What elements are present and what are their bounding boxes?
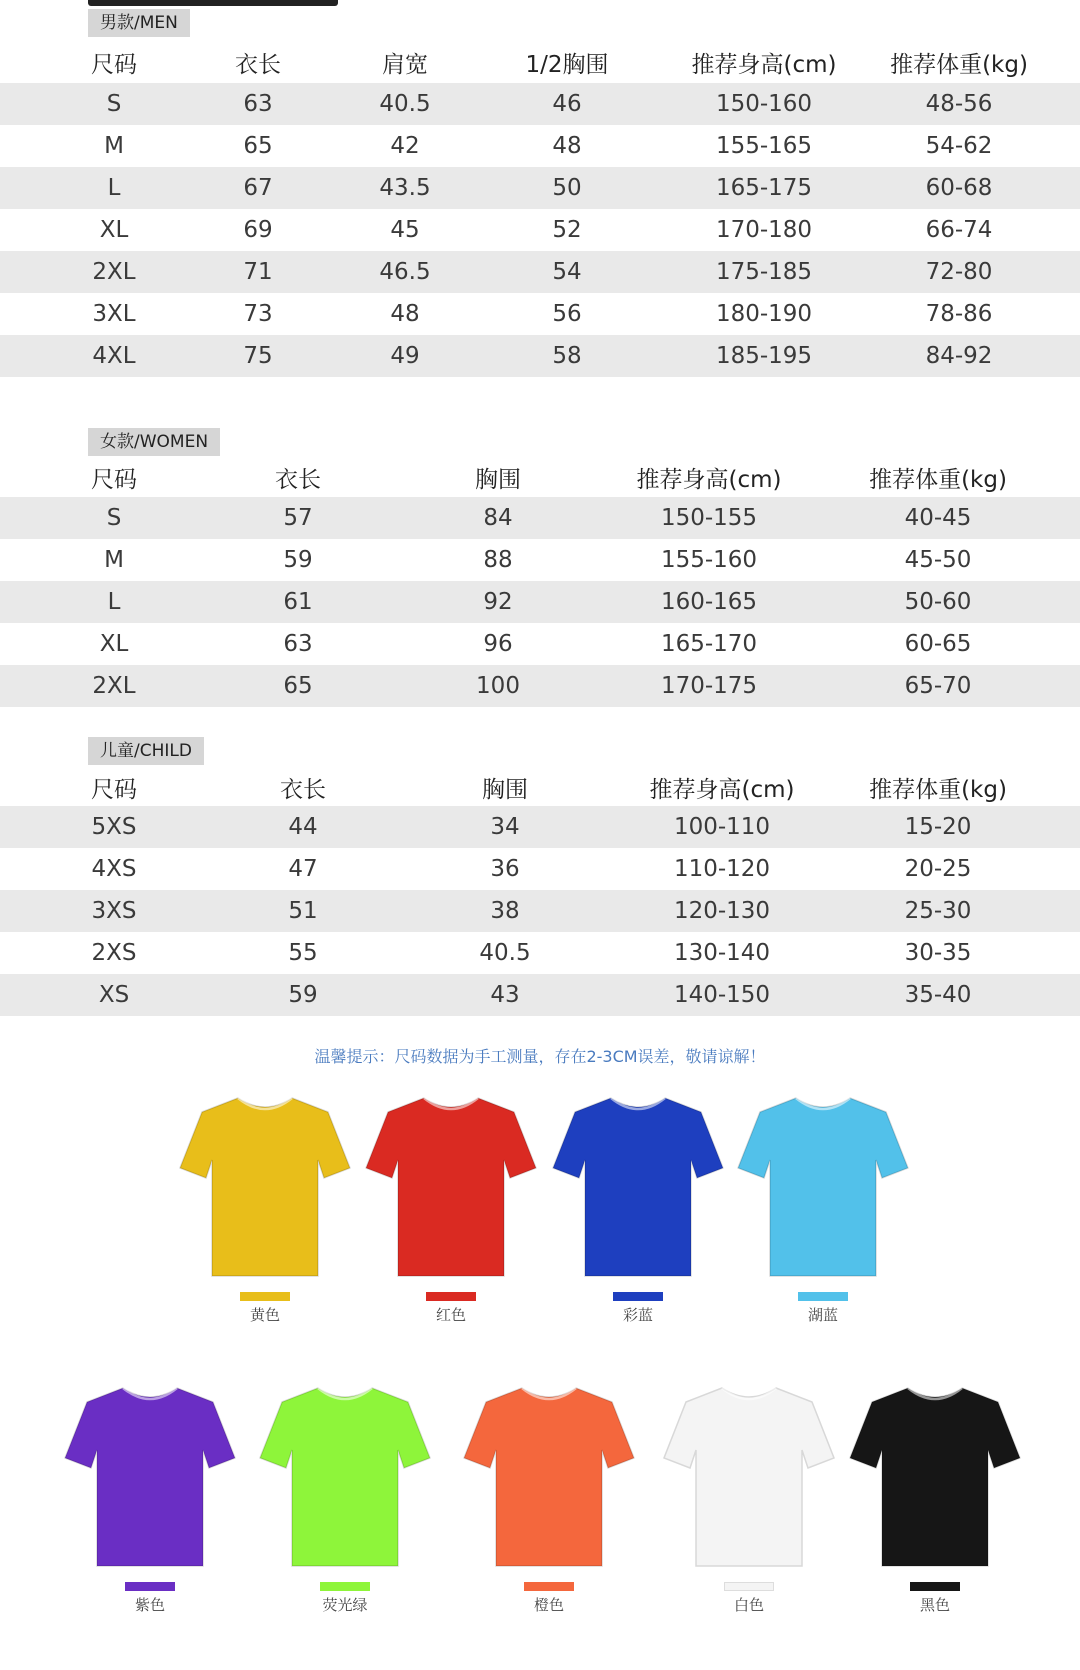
color-name-fluorescent-green: 荧光绿 bbox=[322, 1596, 368, 1614]
men-table-row bbox=[0, 125, 1080, 167]
child-section-tag: 儿童/CHILD bbox=[88, 737, 204, 765]
child-header-cell: 尺码 bbox=[91, 776, 137, 803]
tshirt-yellow-image bbox=[178, 1090, 352, 1280]
men-header-cell: 1/2胸围 bbox=[525, 51, 609, 78]
women-table-cell: 84 bbox=[483, 505, 513, 531]
men-table-cell: 43.5 bbox=[379, 175, 431, 201]
child-table-cell: 4XS bbox=[91, 856, 137, 882]
men-table-row bbox=[0, 251, 1080, 293]
men-table-cell: 73 bbox=[243, 301, 273, 327]
men-table-cell: 155-165 bbox=[715, 133, 813, 159]
women-table-cell: 92 bbox=[483, 589, 513, 615]
men-table-cell: 48 bbox=[552, 133, 582, 159]
child-table-row bbox=[0, 932, 1080, 974]
women-table-row bbox=[0, 581, 1080, 623]
child-table-cell: 44 bbox=[288, 814, 318, 840]
women-table-cell: 100 bbox=[476, 673, 520, 699]
women-header-cell: 衣长 bbox=[275, 466, 321, 493]
men-table-cell: 45 bbox=[390, 217, 420, 243]
men-table-cell: 50 bbox=[552, 175, 582, 201]
men-table-cell: 66-74 bbox=[925, 217, 993, 243]
men-table-cell: 46.5 bbox=[379, 259, 431, 285]
women-table-cell: 40-45 bbox=[904, 505, 972, 531]
men-table-cell: 72-80 bbox=[925, 259, 993, 285]
women-table-cell: 150-155 bbox=[660, 505, 758, 531]
women-table-cell: M bbox=[104, 547, 124, 573]
child-table-cell: 59 bbox=[288, 982, 318, 1008]
child-table-cell: 5XS bbox=[91, 814, 137, 840]
child-header-cell: 推荐体重(kg) bbox=[869, 776, 1007, 803]
women-table-cell: 88 bbox=[483, 547, 513, 573]
women-header-cell: 推荐身高(cm) bbox=[636, 466, 782, 493]
men-header-cell: 尺码 bbox=[91, 51, 137, 78]
men-table-cell: 75 bbox=[243, 343, 273, 369]
men-table-cell: 180-190 bbox=[715, 301, 813, 327]
women-table-cell: 2XL bbox=[92, 673, 136, 699]
men-table-header bbox=[0, 41, 1080, 83]
child-table-cell: 35-40 bbox=[904, 982, 972, 1008]
color-swatch-black bbox=[910, 1582, 960, 1591]
child-table-cell: 40.5 bbox=[479, 940, 531, 966]
women-header-cell: 尺码 bbox=[91, 466, 137, 493]
women-header-cell: 胸围 bbox=[475, 466, 521, 493]
men-table-cell: 56 bbox=[552, 301, 582, 327]
child-table-cell: 25-30 bbox=[904, 898, 972, 924]
men-table-cell: 67 bbox=[243, 175, 273, 201]
men-header-cell: 衣长 bbox=[235, 51, 281, 78]
women-table-cell: 60-65 bbox=[904, 631, 972, 657]
cropped-page-title bbox=[88, 0, 338, 6]
men-table-row bbox=[0, 335, 1080, 377]
child-header-cell: 衣长 bbox=[280, 776, 326, 803]
child-table-cell: 34 bbox=[490, 814, 520, 840]
color-swatch-white bbox=[724, 1582, 774, 1591]
child-table-cell: 3XS bbox=[91, 898, 137, 924]
color-name-black: 黑色 bbox=[919, 1596, 950, 1614]
child-table-row bbox=[0, 806, 1080, 848]
tshirt-white-image bbox=[662, 1380, 836, 1570]
women-table-cell: 65-70 bbox=[904, 673, 972, 699]
tshirt-royal-blue-image bbox=[551, 1090, 725, 1280]
child-table-cell: 100-110 bbox=[673, 814, 771, 840]
color-swatch-lake-blue bbox=[798, 1292, 848, 1301]
color-swatch-red bbox=[426, 1292, 476, 1301]
color-swatch-fluorescent-green bbox=[320, 1582, 370, 1591]
child-table-cell: 51 bbox=[288, 898, 318, 924]
child-header-cell: 推荐身高(cm) bbox=[649, 776, 795, 803]
measurement-tip: 温馨提示：尺码数据为手工测量，存在2-3CM误差，敬请谅解！ bbox=[314, 1047, 766, 1066]
child-table-cell: 110-120 bbox=[673, 856, 771, 882]
men-table-row bbox=[0, 83, 1080, 125]
men-section-tag: 男款/MEN bbox=[88, 9, 190, 37]
color-swatch-orange bbox=[524, 1582, 574, 1591]
men-table-cell: 65 bbox=[243, 133, 273, 159]
women-table-cell: 59 bbox=[283, 547, 313, 573]
women-table-cell: 57 bbox=[283, 505, 313, 531]
men-table-cell: 58 bbox=[552, 343, 582, 369]
tshirt-fluorescent-green-image bbox=[258, 1380, 432, 1570]
women-table-cell: 45-50 bbox=[904, 547, 972, 573]
men-table-cell: 69 bbox=[243, 217, 273, 243]
men-header-cell: 推荐体重(kg) bbox=[890, 51, 1028, 78]
men-table-cell: 49 bbox=[390, 343, 420, 369]
men-header-cell: 推荐身高(cm) bbox=[691, 51, 837, 78]
men-table-cell: 42 bbox=[390, 133, 420, 159]
tshirt-red-image bbox=[364, 1090, 538, 1280]
women-table-cell: 50-60 bbox=[904, 589, 972, 615]
women-table-cell: 61 bbox=[283, 589, 313, 615]
color-name-royal-blue: 彩蓝 bbox=[622, 1306, 653, 1324]
women-table-cell: L bbox=[107, 589, 121, 615]
men-table-row bbox=[0, 209, 1080, 251]
women-table-row bbox=[0, 665, 1080, 707]
child-table-cell: 43 bbox=[490, 982, 520, 1008]
child-table-cell: 140-150 bbox=[673, 982, 771, 1008]
men-table-cell: 4XL bbox=[92, 343, 136, 369]
women-table-cell: 96 bbox=[483, 631, 513, 657]
child-table-cell: XS bbox=[98, 982, 130, 1008]
child-table-cell: 36 bbox=[490, 856, 520, 882]
women-section-tag: 女款/WOMEN bbox=[88, 428, 220, 456]
women-table-cell: 160-165 bbox=[660, 589, 758, 615]
women-table-cell: S bbox=[106, 505, 122, 531]
child-table-row bbox=[0, 974, 1080, 1016]
color-swatch-yellow bbox=[240, 1292, 290, 1301]
child-table-cell: 55 bbox=[288, 940, 318, 966]
women-table-row bbox=[0, 539, 1080, 581]
men-table-cell: S bbox=[106, 91, 122, 117]
tshirt-black-image bbox=[848, 1380, 1022, 1570]
color-name-red: 红色 bbox=[435, 1306, 466, 1324]
color-name-yellow: 黄色 bbox=[249, 1306, 280, 1324]
men-table-cell: 48 bbox=[390, 301, 420, 327]
tshirt-orange-image bbox=[462, 1380, 636, 1570]
child-table-cell: 38 bbox=[490, 898, 520, 924]
child-table-header bbox=[0, 766, 1080, 808]
child-table-cell: 120-130 bbox=[673, 898, 771, 924]
child-table-cell: 130-140 bbox=[673, 940, 771, 966]
men-table-cell: 78-86 bbox=[925, 301, 993, 327]
men-table-cell: 165-175 bbox=[715, 175, 813, 201]
women-table-cell: 155-160 bbox=[660, 547, 758, 573]
men-table-cell: 46 bbox=[552, 91, 582, 117]
tshirt-purple-image bbox=[63, 1380, 237, 1570]
child-header-cell: 胸围 bbox=[482, 776, 528, 803]
color-swatch-royal-blue bbox=[613, 1292, 663, 1301]
tshirt-lake-blue-image bbox=[736, 1090, 910, 1280]
women-table-cell: 170-175 bbox=[660, 673, 758, 699]
men-table-cell: 150-160 bbox=[715, 91, 813, 117]
men-table-cell: 54-62 bbox=[925, 133, 993, 159]
men-table-cell: 3XL bbox=[92, 301, 136, 327]
men-table-cell: 54 bbox=[552, 259, 582, 285]
child-table-cell: 20-25 bbox=[904, 856, 972, 882]
women-table-cell: XL bbox=[99, 631, 129, 657]
men-table-cell: 60-68 bbox=[925, 175, 993, 201]
women-table-cell: 65 bbox=[283, 673, 313, 699]
men-table-cell: 175-185 bbox=[715, 259, 813, 285]
women-table-cell: 165-170 bbox=[660, 631, 758, 657]
women-table-row bbox=[0, 497, 1080, 539]
child-table-cell: 47 bbox=[288, 856, 318, 882]
men-header-cell: 肩宽 bbox=[382, 51, 428, 78]
women-table-header bbox=[0, 456, 1080, 498]
men-table-cell: 2XL bbox=[92, 259, 136, 285]
men-table-cell: XL bbox=[99, 217, 129, 243]
men-table-cell: 63 bbox=[243, 91, 273, 117]
color-name-white: 白色 bbox=[733, 1596, 764, 1614]
men-table-cell: 52 bbox=[552, 217, 582, 243]
men-table-row bbox=[0, 293, 1080, 335]
men-table-cell: L bbox=[107, 175, 121, 201]
child-table-row bbox=[0, 848, 1080, 890]
women-header-cell: 推荐体重(kg) bbox=[869, 466, 1007, 493]
color-name-lake-blue: 湖蓝 bbox=[807, 1306, 838, 1324]
child-table-cell: 30-35 bbox=[904, 940, 972, 966]
child-table-cell: 2XS bbox=[91, 940, 137, 966]
men-table-cell: 170-180 bbox=[715, 217, 813, 243]
color-name-orange: 橙色 bbox=[533, 1596, 564, 1614]
men-table-cell: 71 bbox=[243, 259, 273, 285]
women-table-cell: 63 bbox=[283, 631, 313, 657]
men-table-row bbox=[0, 167, 1080, 209]
color-swatch-purple bbox=[125, 1582, 175, 1591]
child-table-cell: 15-20 bbox=[904, 814, 972, 840]
color-name-purple: 紫色 bbox=[134, 1596, 165, 1614]
men-table-cell: 48-56 bbox=[925, 91, 993, 117]
men-table-cell: 185-195 bbox=[715, 343, 813, 369]
men-table-cell: 40.5 bbox=[379, 91, 431, 117]
women-table-row bbox=[0, 623, 1080, 665]
child-table-row bbox=[0, 890, 1080, 932]
men-table-cell: M bbox=[104, 133, 124, 159]
men-table-cell: 84-92 bbox=[925, 343, 993, 369]
